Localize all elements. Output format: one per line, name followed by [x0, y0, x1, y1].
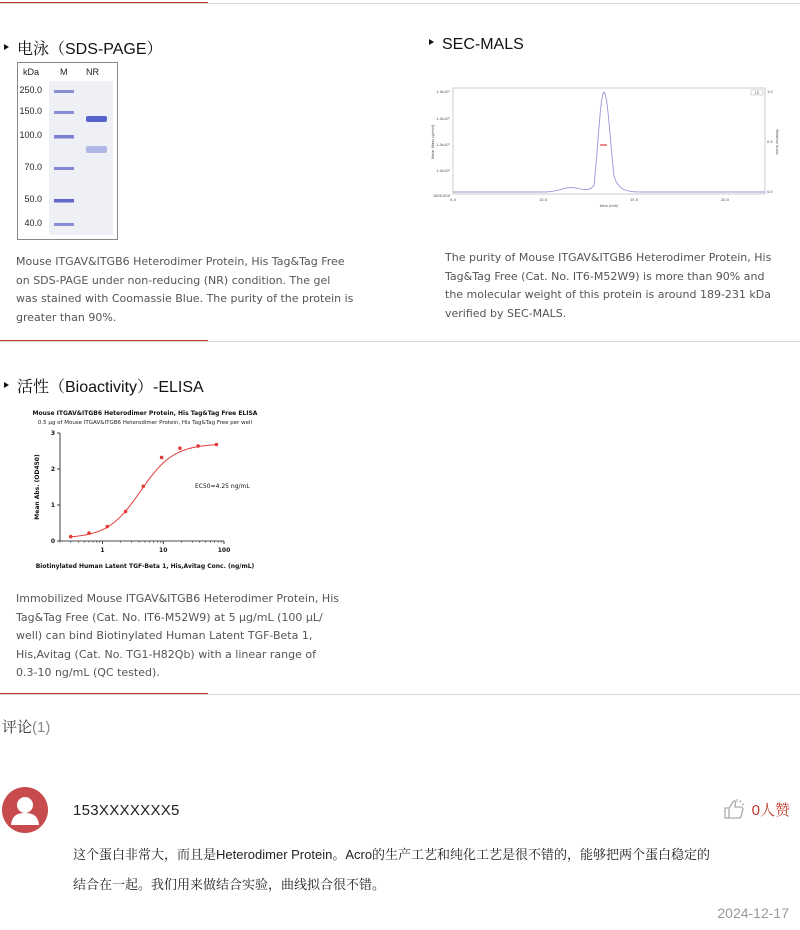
- user-avatar-icon: [2, 787, 48, 833]
- data-point: [69, 535, 73, 539]
- sec-right-tick: 1.0: [767, 90, 773, 94]
- sec-description: The purity of Mouse ITGAV&ITGB6 Heterodimer Protein, His Tag&Tag Free (Cat. No. IT6-M52W9) is more than 90% and the molecular weight of this protein is around 189-231 kDa verified by SEC-MALS.: [445, 251, 772, 320]
- chart-subtitle: 0.5 μg of Mouse ITGAV&ITGB6 Heterodimer Protein, His Tag&Tag Free per well: [37, 420, 253, 426]
- section-divider: [0, 341, 800, 342]
- comment-body: 这个蛋白非常大，而且是Heterodimer Protein。Acro的生产工艺和纯化工艺是很不错的，能够把两个蛋白稳定的 结合在一起。我们用来做结合实验，曲线拟合很不错。: [73, 847, 711, 892]
- sec-ytick: 1.0x10⁶: [436, 117, 450, 121]
- like-count: 0人赞: [751, 801, 790, 819]
- ladder-band: [54, 135, 74, 139]
- fit-curve: [71, 445, 217, 537]
- sds-description: Mouse ITGAV&ITGB6 Heterodimer Protein, His Tag&Tag Free on SDS-PAGE under non-reducing (NR) condition. The gel was stained with Coomassie Blue. The purity of the protein is greater than 90%.: [16, 255, 354, 324]
- bullet-triangle-icon: [4, 382, 9, 388]
- elisa-chart: [20, 405, 280, 575]
- comments-heading: 评论(1): [2, 719, 51, 736]
- data-point: [105, 525, 109, 529]
- y-tick-label: 0: [50, 538, 55, 545]
- data-point: [215, 443, 219, 447]
- ladder-band: [54, 199, 74, 203]
- chart-annotation: EC50=4.25 ng/mL: [195, 483, 250, 490]
- thumbs-up-icon: [722, 798, 746, 820]
- sec-mals-plot: [426, 80, 779, 210]
- sds-section-title: 电泳（SDS-PAGE）: [4, 36, 163, 59]
- sec-xtick: 10.0: [538, 198, 548, 202]
- data-point: [124, 510, 128, 514]
- gel-lanes: [49, 81, 113, 235]
- sample-band-lower: [86, 146, 107, 153]
- ladder-band: [54, 223, 74, 226]
- data-point: [160, 456, 164, 460]
- sec-ytick: 1.0x10⁷: [436, 90, 450, 94]
- sec-xlabel: time (min): [599, 204, 619, 208]
- comment-username: 153XXXXXXX5: [73, 802, 180, 819]
- chart-title: Mouse ITGAV&ITGB6 Heterodimer Protein, His Tag&Tag Free ELISA: [32, 410, 258, 417]
- y-tick-label: 3: [50, 430, 55, 437]
- comment-date: 2024-12-17: [717, 905, 789, 921]
- ladder-label: 100.0: [19, 130, 42, 140]
- sec-plot-frame: [453, 88, 765, 194]
- comments-count: (1): [32, 719, 51, 736]
- sec-xtick: 5.0: [450, 198, 456, 202]
- sec-xtick: 15.0: [629, 198, 639, 202]
- sec-xtick: 20.0: [720, 198, 730, 202]
- comments-divider: [0, 694, 800, 695]
- ladder-band: [54, 90, 74, 93]
- chart-xlabel: Biotinylated Human Latent TGF-Beta 1, His,Avitag Conc. (ng/mL): [35, 563, 255, 570]
- top-divider: [0, 3, 800, 4]
- elisa-section-title: 活性（Bioactivity）-ELISA: [4, 374, 204, 397]
- ladder-band: [54, 167, 74, 170]
- sec-right-tick: 0.0: [767, 190, 773, 194]
- x-tick-label: 1: [100, 547, 105, 554]
- sec-ylabel-right: Relative Scale: [775, 129, 779, 155]
- ladder-label: 150.0: [19, 106, 42, 116]
- bullet-triangle-icon: [429, 39, 434, 45]
- data-point: [196, 444, 200, 448]
- sec-mals-chart: [426, 80, 779, 210]
- sample-band-upper: [86, 116, 107, 122]
- sec-ytick: 1.0x10⁵: [436, 143, 450, 147]
- sec-ls-trace: [453, 92, 765, 192]
- ladder-band: [54, 111, 74, 114]
- x-tick-label: 100: [217, 547, 231, 554]
- chart-ylabel: Mean Abs. (OD450): [34, 454, 41, 520]
- ladder-label: 50.0: [24, 194, 42, 204]
- sec-right-tick: 0.5: [767, 140, 773, 144]
- ladder-label: 70.0: [24, 162, 42, 172]
- ladder-label: 40.0: [24, 218, 42, 228]
- sec-ytick: 1000.000: [432, 194, 450, 198]
- gel-header-kda: kDa: [23, 67, 40, 77]
- elisa-description: Immobilized Mouse ITGAV&ITGB6 Heterodimer Protein, His Tag&Tag Free (Cat. No. IT6-M52W9) at 5 μg/mL (100 μL/ well) can bind Biotinylated Human Latent TGF-Beta 1, His,Avitag (Cat. No. TG1-H82Qb) with a linear range of 0.3-10 ng/mL (QC tested).: [16, 592, 339, 679]
- data-point: [142, 484, 146, 488]
- bullet-triangle-icon: [4, 44, 9, 50]
- gel-bands: [49, 81, 113, 235]
- sec-section-title: SEC-MALS: [429, 36, 524, 54]
- y-tick-label: 1: [50, 502, 55, 509]
- gel-header-nr: NR: [86, 67, 99, 77]
- ladder-label: 250.0: [19, 85, 42, 95]
- sec-ylabel-left: Molar Mass (g/mol): [431, 124, 435, 160]
- x-tick-label: 10: [159, 547, 168, 554]
- gel-header-m: M: [60, 67, 68, 77]
- sec-ytick: 1.0x10⁴: [436, 169, 450, 173]
- y-tick-label: 2: [50, 466, 55, 473]
- elisa-plot: [20, 405, 280, 575]
- data-point: [87, 531, 91, 535]
- sec-legend: LS: [754, 91, 760, 95]
- like-button[interactable]: [722, 798, 790, 820]
- data-point: [178, 446, 182, 450]
